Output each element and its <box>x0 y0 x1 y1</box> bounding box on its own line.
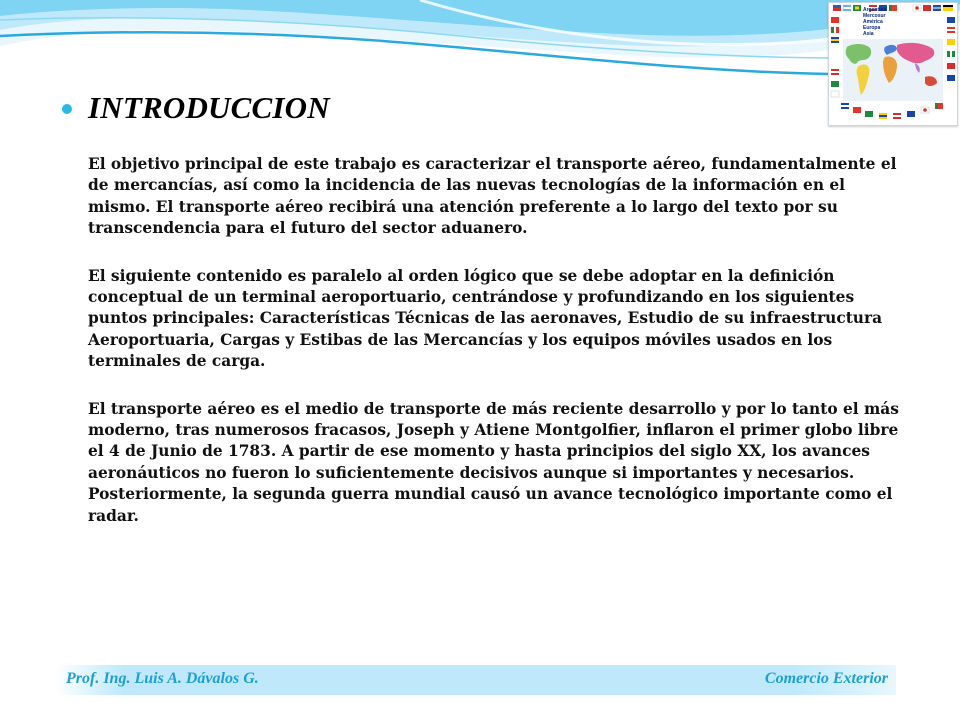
footer-band <box>56 665 896 695</box>
slide-title: INTRODUCCION <box>88 90 330 125</box>
paragraph: El siguiente contenido es paralelo al orden lógico que se debe adoptar en la definición conceptual de un terminal aeroportuario, centrándose y profundizando en los siguientes puntos principales: Características Técnicas de las aeronaves, Estudio de su infraestructura Aeroportuaria, Cargas y Estibas de las Mercancías y los equipos móviles usados en los terminales de carga. <box>88 266 883 371</box>
logo-word: Asia <box>863 31 874 37</box>
logo-word: Mercosur <box>863 13 886 19</box>
paragraph: El objetivo principal de este trabajo es caracterizar el transporte aéreo, fundamentalmente el de mercancías, así como la incidencia de las nuevas tecnologías de la información en el mismo. El transporte aéreo recibirá una atención preferente a lo largo del texto por su transcendencia para el futuro del sector aduanero. <box>88 155 897 238</box>
title-row <box>62 88 330 128</box>
world-map-flags-logo <box>828 2 958 126</box>
logo-word: Argentina <box>863 7 887 13</box>
bullet-icon <box>62 104 72 114</box>
paragraph: El transporte aéreo es el medio de transporte de más reciente desarrollo y por lo tanto el más moderno, tras numerosos fracasos, Joseph y Atiene Montgolfier, inflaron el primer globo libre el 4 de Junio de 1783. A partir de ese momento y hasta principios del siglo XX, los avances aeronáuticos no fueron lo suficientemente decisivos aunque si importantes y necesarios. Posteriormente, la segunda guerra mundial causó un avance tecnológico importante como el radar. <box>88 399 899 525</box>
logo-word: América <box>863 19 883 25</box>
footer-author: Prof. Ing. Luis A. Dávalos G. <box>66 670 259 687</box>
logo-word: Europa <box>863 25 881 31</box>
slide-body <box>88 154 908 553</box>
footer-subject: Comercio Exterior <box>764 670 888 687</box>
